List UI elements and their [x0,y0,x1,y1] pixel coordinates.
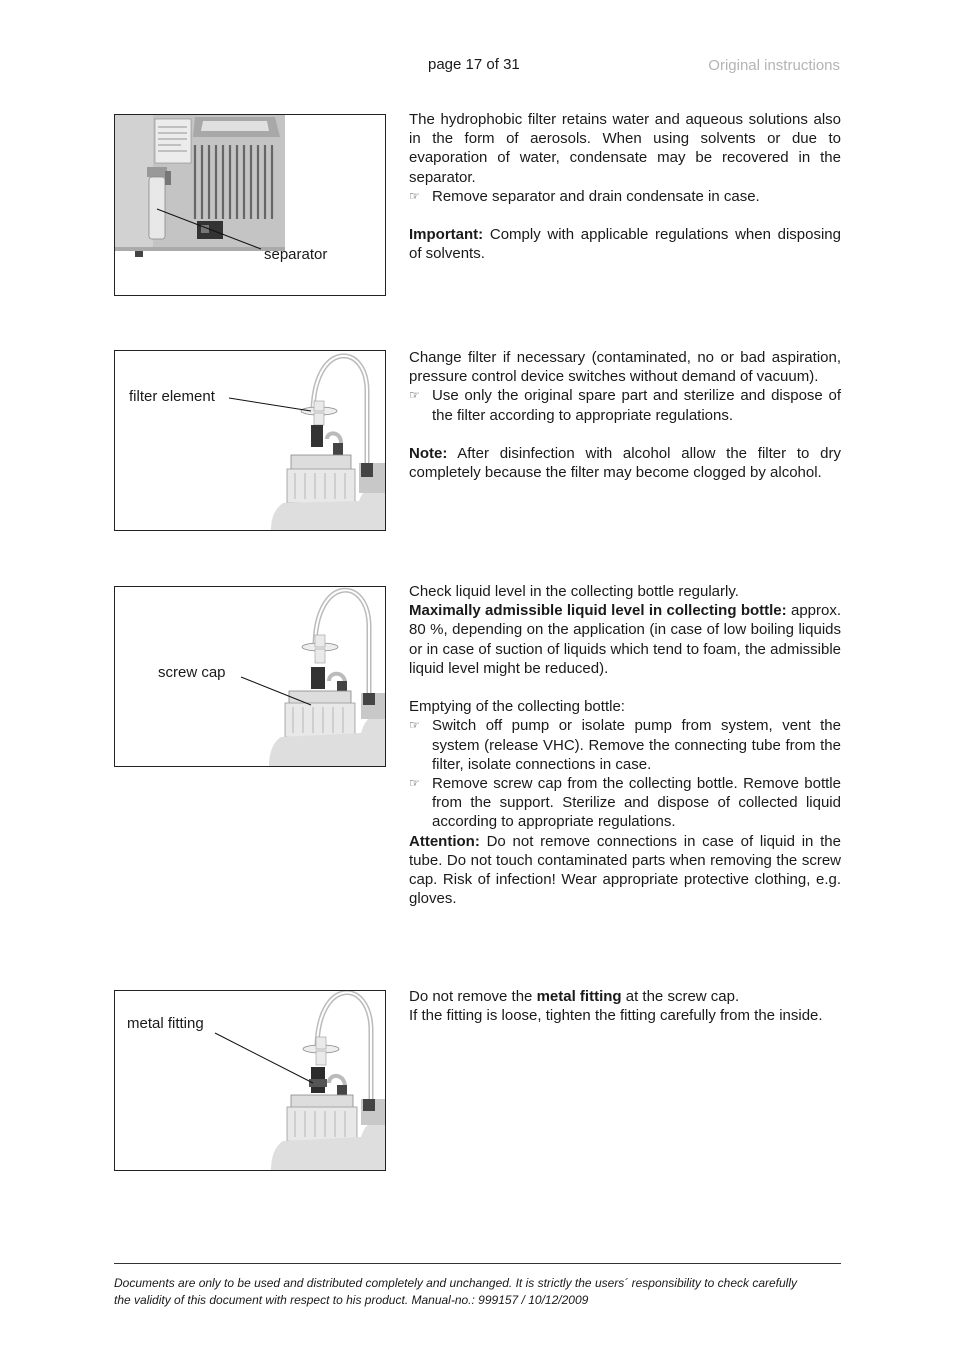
attention-text: Do not remove connections in case of liquid in the tube. Do not touch contaminated parts when removing the screw cap. Risk of infection! Wear appropriate protective clothing, e.g. gloves. [409,832,841,908]
list-item [409,774,841,832]
separator-photo [114,114,386,296]
section-screw-cap-text [409,582,841,908]
paragraph: Emptying of the collecting bottle: [409,698,625,716]
footer-line: Documents are only to be used and distributed completely and unchanged. It is strictly the users´ responsibility to check carefully [114,1276,798,1290]
list-item [409,187,841,206]
figure-label-filter-element: filter element [129,388,215,405]
list-item-text: Switch off pump or isolate pump from system, vent the system (release VHC). Remove the connecting tube from the filter, isolate connections in case. [432,717,841,773]
text-run: at the screw cap. [621,988,740,1005]
list-item-text: Remove separator and drain condensate in case. [432,187,760,205]
pointing-hand-icon: ☞ [409,718,420,733]
text-run: Do not remove the [409,988,537,1005]
max-level-label: Maximally admissible liquid level in collecting bottle: [409,602,787,620]
attention-label: Attention: [409,832,480,850]
paragraph: The hydrophobic filter retains water and aqueous solutions also in the form of aerosols. When using solvents or due to evaporation of water, condensate may be recovered in the separator. [409,111,841,186]
list-item [409,386,841,424]
note-text: After disinfection with alcohol allow the filter to dry completely because the filter may become clogged by alcohol. [409,445,841,482]
list-item-text: Use only the original spare part and sterilize and dispose of the filter according to appropriate regulations. [432,387,841,424]
footer-disclaimer [114,1275,844,1309]
paragraph: If the fitting is loose, tighten the fitting carefully from the inside. [409,1007,823,1025]
section-filter-text [409,348,841,482]
page-number: page 17 of 31 [428,56,520,73]
important-note [409,225,841,263]
max-level [409,601,841,678]
figure-label-screw-cap: screw cap [158,664,226,681]
paragraph [409,987,841,1006]
metal-fitting-photo [114,990,386,1171]
paragraph: Change filter if necessary (contaminated, no or bad aspiration, pressure control device switches without demand of vacuum). [409,349,841,386]
footer-line: the validity of this document with respect to his product. Manual-no.: 999157 / 10/12/2009 [114,1293,589,1307]
attention [409,832,841,909]
important-text: Comply with applicable regulations when disposing of solvents. [409,226,841,263]
pointing-hand-icon: ☞ [409,188,420,203]
max-level-text: approx. 80 %, depending on the application (in case of low boiling liquids or in case of suction of liquids which tend to foam, the admissible liquid level might be reduced). [409,602,842,677]
note [409,444,841,482]
pointing-hand-icon: ☞ [409,388,420,403]
screw-cap-photo [114,586,386,767]
important-label: Important: [409,226,484,244]
figure-label-metal-fitting: metal fitting [127,1015,204,1032]
list-item [409,716,841,774]
metal-fitting-bold: metal fitting [536,988,622,1005]
section-metal-fitting-text [409,987,841,1025]
filter-element-photo [114,350,386,531]
list-item-text: Remove screw cap from the collecting bottle. Remove bottle from the support. Sterilize and dispose of collected liquid according to appropriate regulations. [432,775,841,831]
footer-divider [114,1263,841,1264]
figure-label-separator: separator [264,246,328,263]
pointing-hand-icon: ☞ [409,776,420,791]
document-type: Original instructions [708,57,840,74]
paragraph: Check liquid level in the collecting bottle regularly. [409,583,739,600]
note-label: Note: [409,445,448,462]
section-separator-text [409,110,841,264]
